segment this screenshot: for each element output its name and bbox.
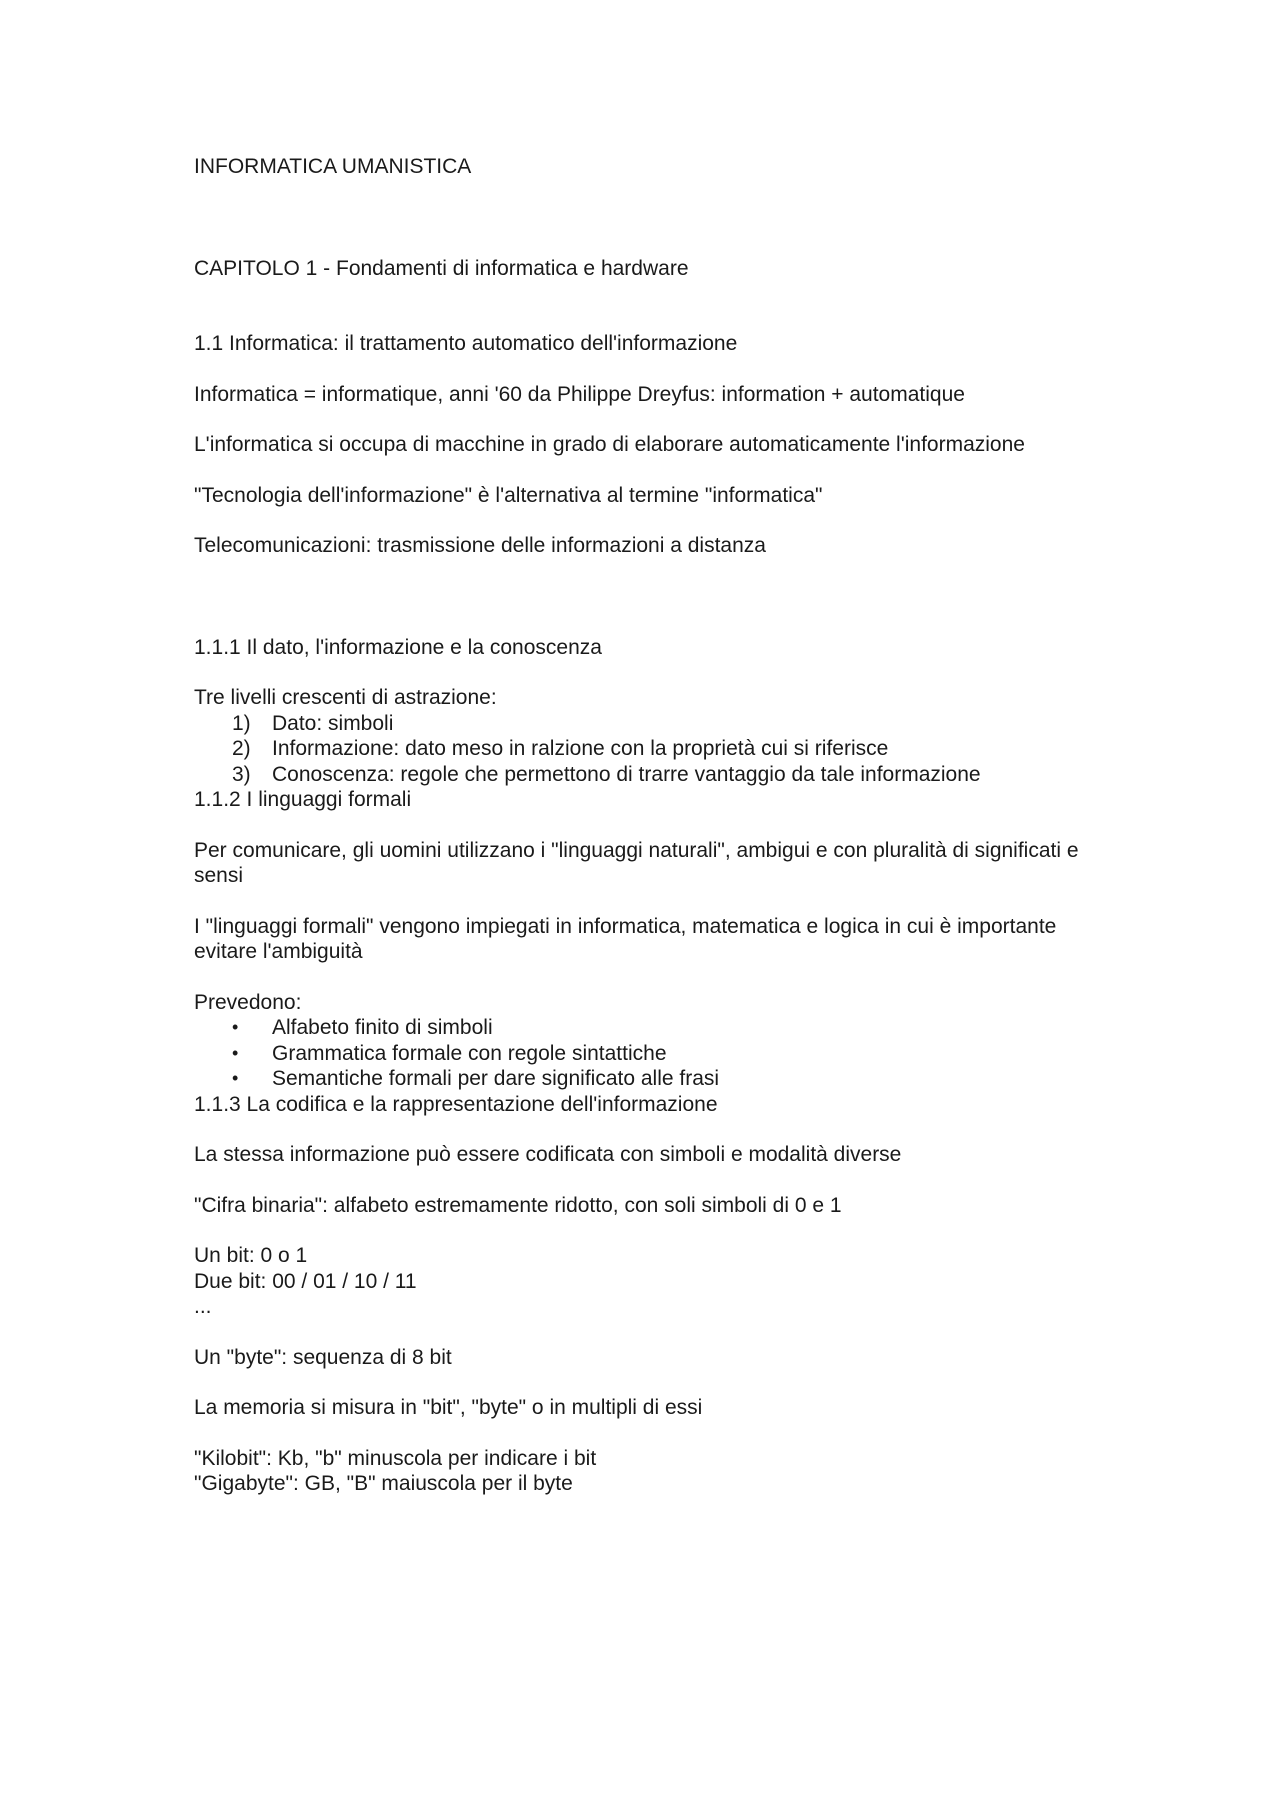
paragraph: Informatica = informatique, anni '60 da Philippe Dreyfus: information + automatique bbox=[194, 382, 965, 406]
section-heading-1-1-3: 1.1.3 La codifica e la rappresentazione dell'informazione bbox=[194, 1092, 718, 1116]
paragraph: L'informatica si occupa di macchine in grado di elaborare automaticamente l'informazione bbox=[194, 433, 1025, 456]
list-item-text: Alfabeto finito di simboli bbox=[272, 1016, 493, 1039]
numbered-list bbox=[194, 711, 1100, 788]
document-title: INFORMATICA UMANISTICA bbox=[194, 155, 472, 178]
paragraph: "Cifra binaria": alfabeto estremamente ridotto, con soli simboli di 0 e 1 bbox=[194, 1193, 842, 1217]
list-item bbox=[194, 736, 1100, 762]
chapter-heading: CAPITOLO 1 - Fondamenti di informatica e hardware bbox=[194, 256, 689, 280]
bullet-icon: • bbox=[232, 1017, 239, 1037]
list-item bbox=[194, 1066, 1100, 1092]
paragraph: La memoria si misura in "bit", "byte" o in multipli di essi bbox=[194, 1396, 703, 1419]
list-item-text: Informazione: dato meso in ralzione con la proprietà cui si riferisce bbox=[272, 737, 889, 760]
list-item bbox=[194, 1015, 1100, 1041]
paragraph: "Kilobit": Kb, "b" minuscola per indicare i bit bbox=[194, 1446, 597, 1470]
paragraph: Un "byte": sequenza di 8 bit bbox=[194, 1345, 452, 1369]
bits-line: Un bit: 0 o 1 bbox=[194, 1244, 308, 1267]
list-item-text: Grammatica formale con regole sintattiche bbox=[272, 1041, 667, 1065]
list-intro: Tre livelli crescenti di astrazione: bbox=[194, 686, 497, 709]
bullet-icon: • bbox=[232, 1068, 239, 1088]
paragraph: "Tecnologia dell'informazione" è l'alternativa al termine "informatica" bbox=[194, 483, 823, 507]
paragraph: Telecomunicazioni: trasmissione delle informazioni a distanza bbox=[194, 534, 766, 557]
paragraph: I "linguaggi formali" vengono impiegati in informatica, matematica e logica in cui è importante evitare l'ambiguità bbox=[194, 914, 1057, 963]
list-item-text: Dato: simboli bbox=[272, 711, 394, 735]
list-item bbox=[194, 762, 1100, 788]
list-marker: 2) bbox=[232, 737, 251, 760]
paragraph: La stessa informazione può essere codificata con simboli e modalità diverse bbox=[194, 1143, 902, 1166]
list-item-text: Semantiche formali per dare significato alle frasi bbox=[272, 1067, 720, 1090]
list-item bbox=[194, 711, 1100, 737]
bullet-list bbox=[194, 1015, 1100, 1092]
bits-line: Due bit: 00 / 01 / 10 / 11 bbox=[194, 1269, 417, 1293]
section-heading-1-1-2: 1.1.2 I linguaggi formali bbox=[194, 788, 412, 811]
section-heading-1-1-1: 1.1.1 Il dato, l'informazione e la conoscenza bbox=[194, 635, 602, 659]
bullet-icon: • bbox=[232, 1042, 239, 1063]
ellipsis-line: ... bbox=[194, 1295, 212, 1318]
paragraph: Per comunicare, gli uomini utilizzano i "linguaggi naturali", ambigui e con pluralità di significati e sensi bbox=[194, 838, 1079, 887]
section-heading-1-1: 1.1 Informatica: il trattamento automatico dell'informazione bbox=[194, 332, 738, 355]
list-intro: Prevedono: bbox=[194, 990, 302, 1014]
paragraph: "Gigabyte": GB, "B" maiuscola per il byte bbox=[194, 1472, 573, 1495]
list-item bbox=[194, 1041, 1100, 1067]
list-marker: 3) bbox=[232, 762, 251, 786]
list-item-text: Conoscenza: regole che permettono di trarre vantaggio da tale informazione bbox=[272, 762, 981, 786]
list-marker: 1) bbox=[232, 711, 251, 735]
